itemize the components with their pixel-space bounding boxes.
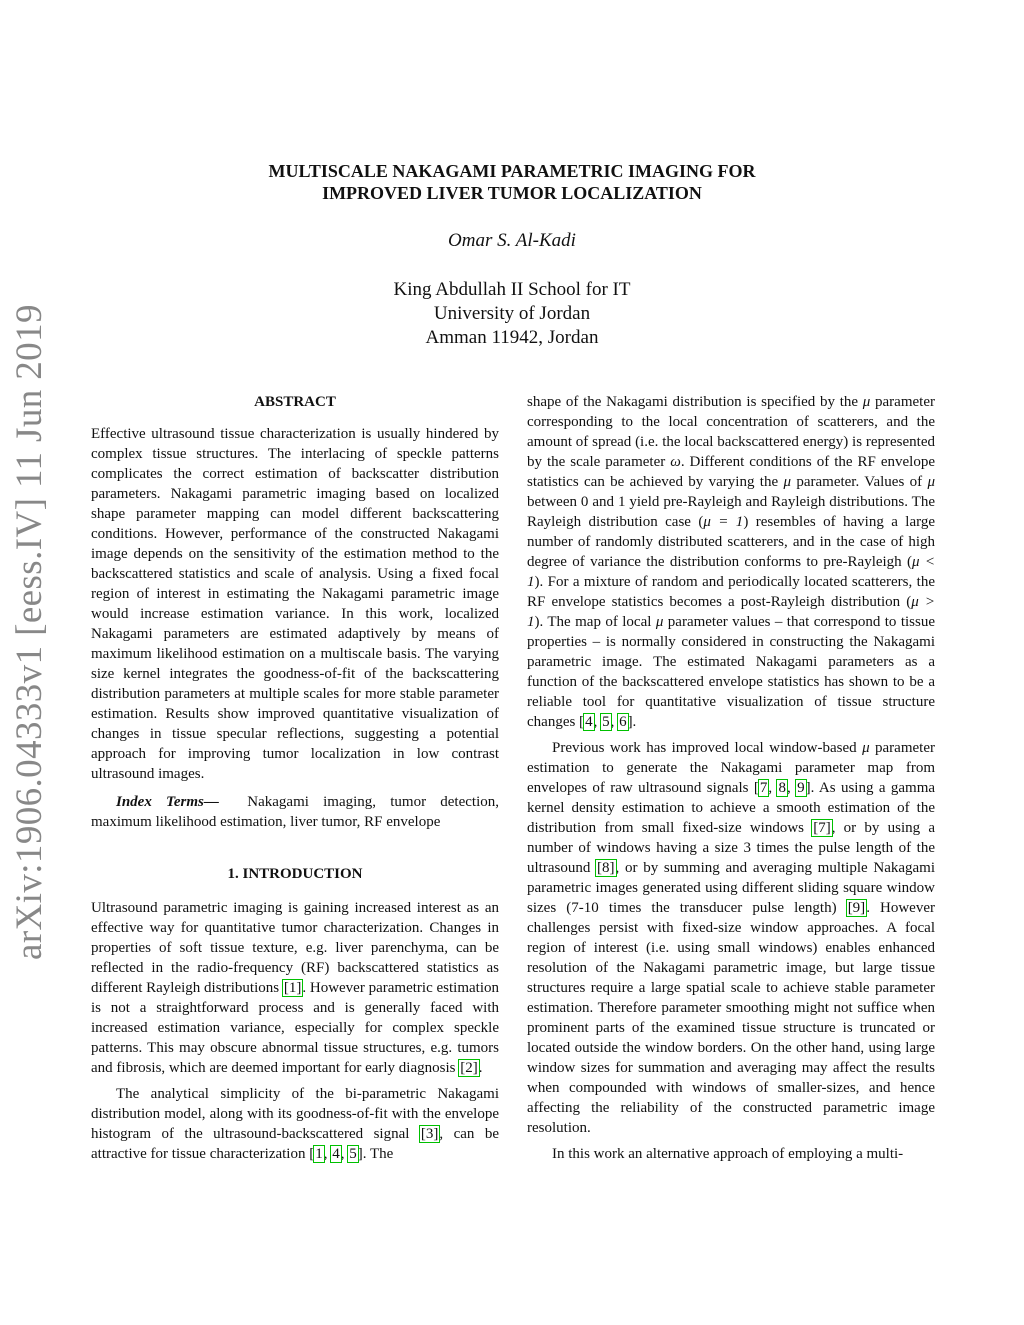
citation-link[interactable]: 4 — [585, 714, 593, 730]
affiliation — [150, 278, 874, 350]
title-line-2: IMPROVED LIVER TUMOR LOCALIZATION — [322, 183, 702, 203]
body-paragraph-2: Previous work has improved local window-based μ parameter estimation to generate the Nakagami parameter map from envelopes of raw ultrasound signals [7, 8, 9]. As using a gamma kernel density estimation to achieve a smooth estimation of the distribution from small fixed-size windows [7], or by using a number of windows having a size 3 times the pulse length of the ultrasound [8], or by summing and averaging multiple Nakagami parametric images generated using different sliding square window sizes (7-10 times the transducer pulse length) [9]. However challenges persist with fixed-size window approaches. A focal region of interest (i.e. using small windows) enables enhanced resolution of the Nakagami parametric image, but large tissue structures require a large spatial scale to achieve stable parameter estimation. Therefore parameter smoothing might not suffice when prominent parts of the examined tissue structure is truncated or located outside the window borders. On the other hand, using large window sizes for summation and averaging may affect the results when compounded with windows of smaller-sizes, and hence affecting the reliability of the constructed parametric image resolution. — [527, 740, 936, 1136]
citation-link[interactable]: [7] — [813, 820, 831, 836]
citation-link[interactable]: [8] — [597, 860, 615, 876]
title-line-1: MULTISCALE NAKAGAMI PARAMETRIC IMAGING FOR — [268, 161, 756, 181]
citation-link[interactable]: 6 — [619, 714, 627, 730]
left-column — [91, 392, 499, 1164]
citation-link[interactable]: [9] — [847, 900, 866, 916]
citation-link[interactable]: [2] — [460, 1060, 478, 1076]
citation-link[interactable]: [3] — [420, 1126, 439, 1142]
affiliation-line: King Abdullah II School for IT — [393, 279, 631, 300]
body-paragraph-1: shape of the Nakagami distribution is specified by the μ parameter corresponding to the local concentration of scatterers, and the amount of spread (i.e. the local backscattered energy) is represented by the scale parameter ω. Different conditions of the RF envelope statistics can be achieved by varying the μ parameter. Values of μ between 0 and 1 yield pre-Rayleigh and Rayleigh distributions. The Rayleigh distribution case (μ = 1) resembles of having a large number of randomly distributed scatterers, and in the case of high degree of variance the distribution conforms to pre-Rayleigh (μ < 1). For a mixture of random and periodically located scatterers, the RF envelope statistics becomes a post-Rayleigh distribution (μ > 1). The map of local μ parameter values – that correspond to tissue properties – is normally considered in constructing the Nakagami parametric image. The estimated Nakagami parameters as a function of the backscattered envelope statistics has shown to be a reliable tool for quantitative visualization of tissue structure changes [4, 5, 6]. — [527, 394, 936, 730]
intro-heading: 1. INTRODUCTION — [227, 866, 363, 882]
citation-link[interactable]: [1] — [283, 980, 302, 996]
citation-link[interactable]: 5 — [602, 714, 610, 730]
abstract-heading: ABSTRACT — [254, 394, 336, 410]
index-terms — [91, 792, 499, 832]
citation-link[interactable]: 4 — [332, 1146, 340, 1162]
index-terms-text: Nakagami imaging, tumor detection, maximum likelihood estimation, liver tumor, RF envelope — [91, 794, 500, 830]
citation-link[interactable]: 1 — [315, 1146, 323, 1162]
affiliation-line: Amman 11942, Jordan — [425, 327, 599, 348]
intro-paragraph-2: The analytical simplicity of the bi-parametric Nakagami distribution model, along with its goodness-of-fit with the envelope histogram of the ultrasound-backscattered signal [3], can be attractive for tissue characterization [1, 4, 5]. The — [91, 1086, 499, 1162]
body-paragraph-3: In this work an alternative approach of employing a multi- — [552, 1146, 904, 1162]
author-name: Omar S. Al-Kadi — [448, 230, 576, 251]
citation-link[interactable]: 5 — [349, 1146, 357, 1162]
intro-paragraph-1: Ultrasound parametric imaging is gaining increased interest as an effective way for quantitative tumor characterization. Changes in properties of soft tissue texture, e.g. liver parenchyma, can be reflected in the radio-frequency (RF) backscattered statistics as different Rayleigh distributions [1]. However parametric estimation is not a straightforward process and is generally faced with increased estimation variance, especially for complex speckle patterns. This may obscure abnormal tissue structures, e.g. tumors and fibrosis, which are deemed important for early diagnosis [2]. — [91, 900, 499, 1076]
citation-link[interactable]: 8 — [778, 780, 786, 796]
right-column — [527, 392, 935, 1164]
index-terms-label: Index Terms— — [116, 794, 219, 810]
citation-link[interactable]: 9 — [797, 780, 805, 796]
paper-title — [150, 160, 874, 204]
arxiv-identifier: arXiv:1906.04333v1 [eess.IV] 11 Jun 2019 — [9, 304, 50, 960]
citation-link[interactable]: 7 — [759, 780, 768, 796]
abstract-text: Effective ultrasound tissue characterization is usually hindered by complex tissue structures. The interlacing of speckle patterns complicates the correct estimation of backscatter distribution parameters. Nakagami parametric imaging based on localized shape parameter mapping can model different backscattering conditions. However, performance of the constructed Nakagami image depends on the sensitivity of the estimation method to the backscattered statistics and scale of analysis. Using a fixed focal region of interest in estimating the Nakagami parametric image would increase estimation variance. In this work, localized Nakagami parameters are estimated adaptively by means of maximum likelihood estimation on a multiscale basis. The varying size kernel integrates the goodness-of-fit of the backscattering distribution parameters at multiple scales for more stable parameter estimation. Results show improved quantitative visualization of changes in tissue specular reflections, suggesting a potential approach for improving tumor localization in low contrast ultrasound images. — [91, 426, 499, 782]
affiliation-line: University of Jordan — [433, 303, 591, 324]
